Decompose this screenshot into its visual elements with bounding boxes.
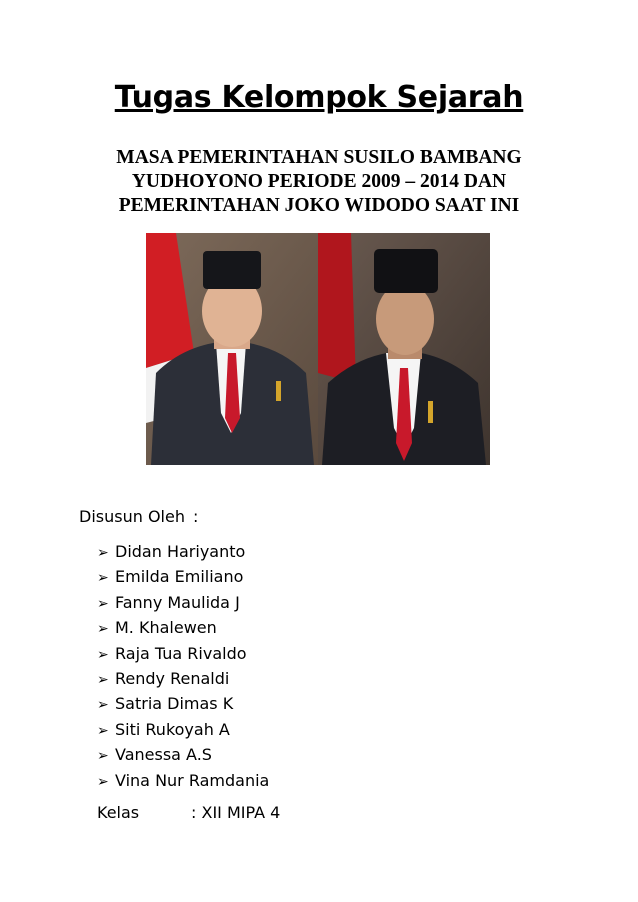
member-name: Vanessa A.S	[115, 745, 212, 765]
right-flag	[318, 233, 356, 383]
arrow-bullet-icon: ➢	[97, 773, 109, 790]
arrow-bullet-icon: ➢	[97, 621, 109, 638]
member-list	[97, 539, 269, 793]
presidents-portrait-photo	[146, 233, 490, 465]
left-peci-hat	[203, 251, 261, 289]
member-name: Didan Hariyanto	[115, 542, 246, 561]
list-item	[97, 564, 269, 589]
arrow-bullet-icon: ➢	[97, 570, 109, 587]
subtitle-line: PEMERINTAHAN JOKO WIDODO SAAT INI	[118, 195, 520, 216]
list-item	[97, 717, 269, 742]
list-item	[97, 691, 269, 716]
member-name: M. Khalewen	[115, 618, 217, 638]
class-row	[97, 803, 281, 822]
right-peci-hat	[374, 249, 438, 293]
arrow-bullet-icon: ➢	[97, 545, 109, 561]
arrow-bullet-icon: ➢	[97, 722, 109, 739]
list-item	[97, 590, 269, 615]
list-item	[97, 615, 269, 640]
right-face	[376, 283, 434, 355]
arrow-bullet-icon: ➢	[97, 595, 109, 612]
arrow-bullet-icon: ➢	[97, 646, 109, 663]
member-name: Rendy Renaldi	[115, 668, 230, 688]
member-name: Fanny Maulida J	[115, 592, 240, 612]
subtitle-line: MASA PEMERINTAHAN SUSILO BAMBANG	[116, 147, 522, 168]
arrow-bullet-icon: ➢	[97, 697, 109, 714]
member-name: Vina Nur Ramdania	[115, 770, 270, 790]
member-name: Satria Dimas K	[115, 694, 234, 714]
portrait-illustration	[146, 233, 490, 465]
document-title: Tugas Kelompok Sejarah	[114, 80, 524, 115]
class-label: Kelas	[97, 803, 140, 822]
list-item	[97, 539, 269, 564]
compiled-by-row	[79, 507, 198, 526]
arrow-bullet-icon: ➢	[97, 671, 109, 688]
document-subtitle	[40, 146, 598, 218]
compiled-by-label: Disusun Oleh	[79, 507, 185, 526]
list-item	[97, 742, 269, 767]
member-name: Siti Rukoyah A	[115, 719, 230, 739]
compiled-by-colon: :	[192, 507, 199, 526]
arrow-bullet-icon: ➢	[97, 748, 109, 765]
subtitle-line: YUDHOYONO PERIODE 2009 – 2014 DAN	[131, 171, 507, 192]
list-item	[97, 641, 269, 666]
right-medal	[428, 401, 433, 423]
class-value: : XII MIPA 4	[191, 803, 281, 822]
member-name: Raja Tua Rivaldo	[115, 643, 247, 663]
list-item	[97, 768, 269, 793]
member-name: Emilda Emiliano	[115, 567, 244, 587]
left-medal	[276, 381, 281, 401]
list-item	[97, 666, 269, 691]
